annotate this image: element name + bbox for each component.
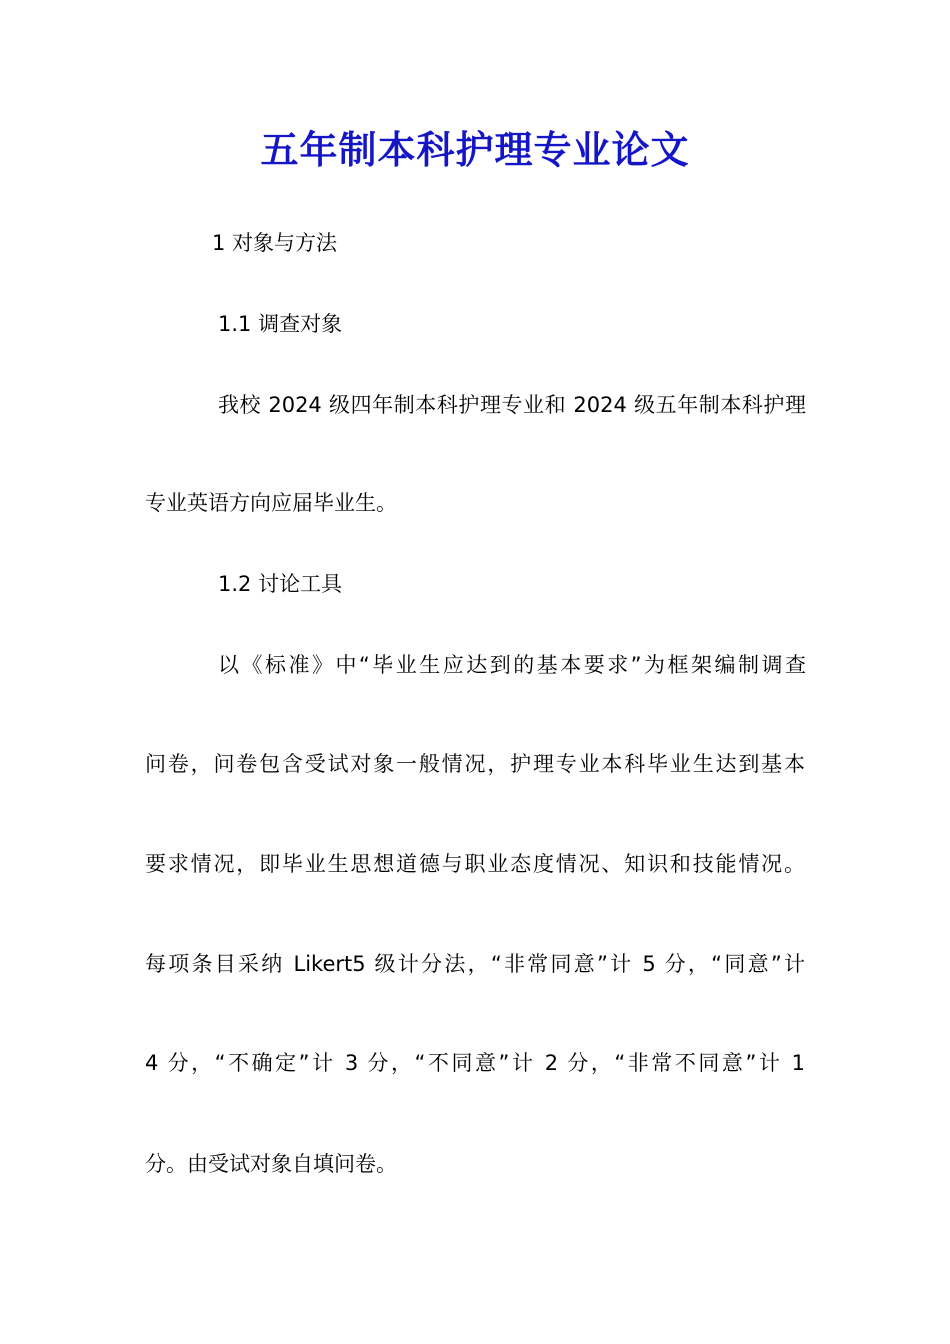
section-heading-1: 1 对象与方法 <box>212 231 338 255</box>
paragraph-line: 我校 2024 级四年制本科护理专业和 2024 级五年制本科护理 <box>218 393 806 417</box>
document-title: 五年制本科护理专业论文 <box>260 127 690 172</box>
paragraph-line: 专业英语方向应届毕业生。 <box>145 491 397 515</box>
subsection-heading-1-1: 1.1 调查对象 <box>218 312 343 336</box>
paragraph-line: 要求情况，即毕业生思想道德与职业态度情况、知识和技能情况。 <box>145 852 805 876</box>
subsection-heading-1-2: 1.2 讨论工具 <box>218 572 343 596</box>
paragraph-line: 4 分，“不确定”计 3 分，“不同意”计 2 分，“非常不同意”计 1 <box>145 1051 805 1075</box>
paragraph-line: 每项条目采纳 Likert5 级计分法，“非常同意”计 5 分，“同意”计 <box>145 952 805 976</box>
paragraph-line: 以《标准》中“毕业生应达到的基本要求”为框架编制调查 <box>218 653 806 677</box>
paragraph-line: 分。由受试对象自填问卷。 <box>145 1152 397 1176</box>
paragraph-line: 问卷，问卷包含受试对象一般情况，护理专业本科毕业生达到基本 <box>145 752 805 776</box>
